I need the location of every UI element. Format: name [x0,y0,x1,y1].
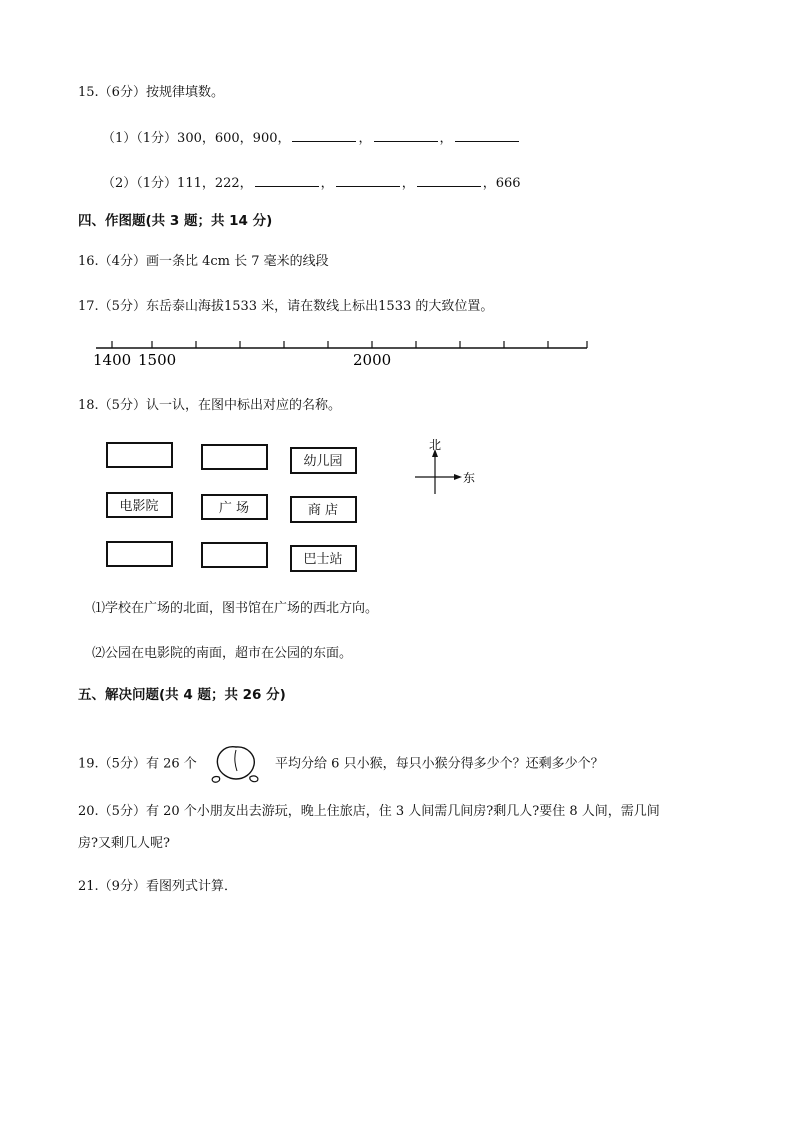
compass-east-label: 东 [463,471,476,485]
map-label-bus-station: 巴士站 [303,552,343,567]
separator: ， [439,131,453,146]
map-label-square: 广 场 [218,501,250,516]
section-heading-5: 五、解决问题(共 4 题；共 26 分) [78,687,286,703]
q16-text: 16.（4分）画一条比 4cm 长 7 毫米的线段 [78,254,329,269]
number-line[interactable] [90,336,600,370]
map-label-kindergarten: 幼儿园 [303,454,343,469]
q15-part2-suffix: ，666 [482,176,521,191]
separator: ， [401,176,415,191]
q15-title: 15.（6分）按规律填数。 [78,85,224,100]
map-label-store: 商 店 [307,503,339,518]
q19-before: 19.（5分）有 26 个 [78,756,197,772]
map-box-empty[interactable] [202,543,267,567]
map-box-empty[interactable] [107,542,172,566]
tick-label-1400: 1400 [93,351,132,369]
separator: ， [358,131,372,146]
q18-sub2: ⑵公园在电影院的南面，超市在公园的东面。 [92,646,353,661]
answer-blank[interactable] [336,173,400,187]
map-box-empty[interactable] [107,443,172,467]
map-label-cinema: 电影院 [119,499,159,514]
answer-blank[interactable] [292,128,356,142]
tick-label-1500: 1500 [138,351,177,369]
answer-blank[interactable] [255,173,319,187]
number-line-ticks [112,341,587,348]
q15-part1 [102,128,521,148]
answer-blank[interactable] [417,173,481,187]
compass-icon [415,438,475,494]
q21-text: 21.（9分）看图列式计算． [78,879,237,894]
q19-after: 平均分给 6 只小猴，每只小猴分得多少个？还剩多少个？ [275,756,604,772]
q19-text [78,743,604,785]
q15-part1-prefix: （1）（1分）300，600，900， [102,131,291,146]
section-heading-4: 四、作图题(共 3 题；共 14 分) [78,213,273,229]
answer-blank[interactable] [455,128,519,142]
q20-line1: 20.（5分）有 20 个小朋友出去游玩，晚上住旅店，住 3 人间需几间房?剩几人?要住 8 人间，需几间 [78,804,660,819]
q20-line2: 房?又剩几人呢? [78,836,170,851]
q18-text: 18.（5分）认一认，在图中标出对应的名称。 [78,398,341,413]
peach-icon [207,741,265,783]
q18-sub1: ⑴学校在广场的北面，图书馆在广场的西北方向。 [92,601,379,616]
map-box-empty[interactable] [202,445,267,469]
map-grid [100,432,490,580]
separator: ， [320,176,334,191]
q15-part2 [102,173,521,193]
answer-blank[interactable] [374,128,438,142]
tick-label-2000: 2000 [353,351,392,369]
compass-north-label: 北 [429,438,442,452]
q15-part2-prefix: （2）（1分）111，222， [102,176,253,191]
q17-text: 17.（5分）东岳泰山海拔1533 米，请在数线上标出1533 的大致位置。 [78,299,494,314]
